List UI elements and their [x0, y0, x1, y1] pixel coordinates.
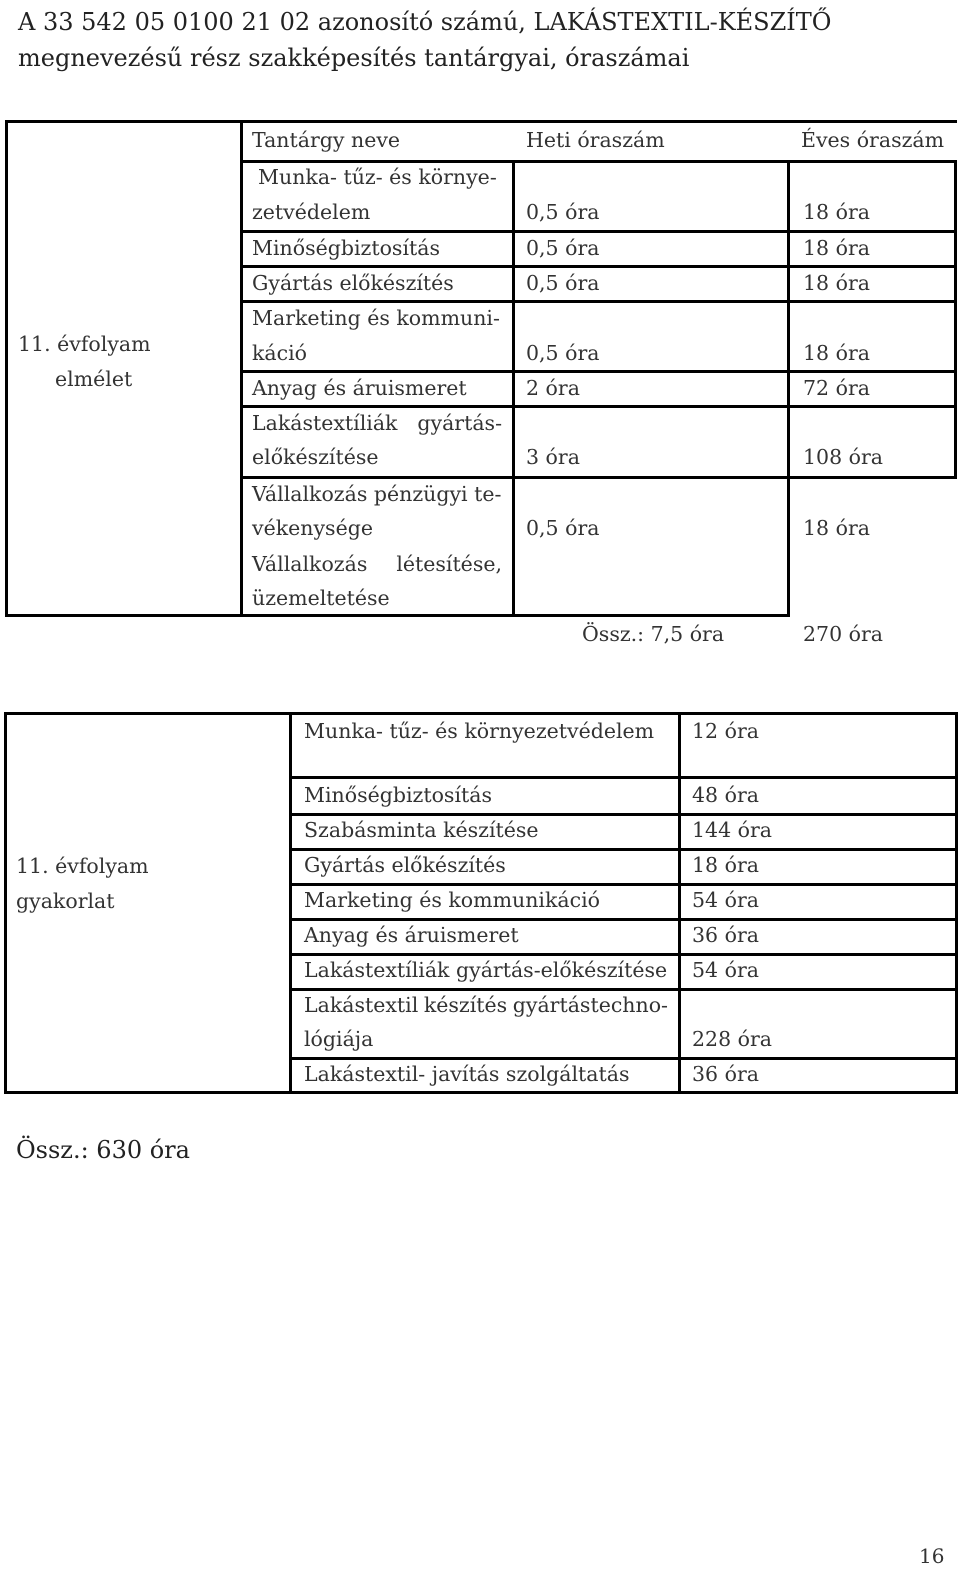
column-divider: [787, 160, 790, 617]
subject-name-part: gyártás-: [417, 411, 502, 435]
row-divider: [240, 370, 957, 373]
subject-name: Marketing és kommunikáció: [304, 888, 600, 912]
row-divider: [240, 265, 957, 268]
column-divider: [678, 712, 681, 1094]
row-divider: [240, 230, 957, 233]
subject-name: Minőségbiztosítás: [304, 783, 492, 807]
row-divider: [289, 813, 958, 816]
subject-name-part: létesítése,: [396, 552, 502, 576]
yearly-hours: 72 óra: [803, 376, 870, 400]
table-border-right: [955, 712, 958, 1094]
yearly-hours: 108 óra: [803, 445, 884, 469]
subject-name: lógiája: [304, 1027, 374, 1051]
table-border-left: [5, 120, 8, 617]
row-divider: [240, 160, 957, 163]
subject-name: Gyártás előkészítés: [304, 853, 506, 877]
subject-name-part: gyártástechno-: [512, 993, 668, 1017]
weekly-hours: 0,5 óra: [526, 341, 600, 365]
yearly-hours: 18 óra: [803, 341, 870, 365]
subject-hours: 36 óra: [692, 1062, 759, 1086]
subject-name: előkészítése: [252, 445, 379, 469]
subject-hours: 54 óra: [692, 888, 759, 912]
subject-name-part: készítés: [423, 993, 508, 1017]
subject-hours: 36 óra: [692, 923, 759, 947]
subject-name-part: Vállalkozás: [252, 552, 368, 576]
subject-name: Lakástextíliák gyártás-előkészítése: [304, 958, 668, 982]
subject-name: káció: [252, 341, 308, 365]
row-divider: [289, 988, 958, 991]
yearly-hours: 18 óra: [803, 271, 870, 295]
weekly-hours: 2 óra: [526, 376, 580, 400]
header-subject: Tantárgy neve: [252, 128, 401, 152]
header-yearly: Éves óraszám: [801, 128, 945, 152]
column-divider: [512, 160, 515, 617]
weekly-hours: 0,5 óra: [526, 271, 600, 295]
subject-name-part: Lakástextíliák: [252, 411, 398, 435]
practice-group-label-line2: gyakorlat: [16, 889, 115, 913]
theory-group-label-line2: elmélet: [55, 367, 133, 391]
subject-name: Minőségbiztosítás: [252, 236, 440, 260]
subject-name: Anyag és áruismeret: [252, 376, 467, 400]
weekly-hours: 0,5 óra: [526, 516, 600, 540]
subject-name: zetvédelem: [252, 200, 371, 224]
row-divider: [289, 953, 958, 956]
subject-hours: 228 óra: [692, 1027, 773, 1051]
grand-total: Össz.: 630 óra: [16, 1136, 190, 1164]
document-title: A 33 542 05 0100 21 02 azonosító számú, LAKÁSTEXTIL-KÉSZÍTŐ megnevezésű rész szakképesítés tantárgyai, óraszámai: [18, 8, 832, 72]
subject-hours: 54 óra: [692, 958, 759, 982]
table-border-top: [5, 120, 957, 123]
subject-name: Munka- tűz- és környe-: [258, 165, 497, 189]
subject-name: Anyag és áruismeret: [304, 923, 519, 947]
theory-group-label-line1: 11. évfolyam: [18, 332, 151, 356]
table-border-left: [4, 712, 7, 1094]
row-divider: [289, 1057, 958, 1060]
table-border-top: [4, 712, 958, 715]
row-divider: [240, 476, 957, 479]
subject-name: Szabásminta készítése: [304, 818, 539, 842]
yearly-hours: 18 óra: [803, 236, 870, 260]
column-divider: [240, 120, 243, 617]
subject-name-part: Lakástextil: [304, 993, 419, 1017]
weekly-hours: 3 óra: [526, 445, 580, 469]
subject-name-justified: [252, 551, 502, 577]
subject-name: Lakástextil- javítás szolgáltatás: [304, 1062, 630, 1086]
subject-name: Marketing és kommuni-: [252, 306, 500, 330]
header-weekly: Heti óraszám: [526, 128, 665, 152]
yearly-hours: 18 óra: [803, 200, 870, 224]
subject-name-justified: [252, 410, 502, 436]
subject-hours: 18 óra: [692, 853, 759, 877]
subject-name: Gyártás előkészítés: [252, 271, 454, 295]
weekly-hours: 0,5 óra: [526, 236, 600, 260]
row-divider: [289, 776, 958, 779]
table-border-right: [954, 160, 957, 476]
weekly-hours: 0,5 óra: [526, 200, 600, 224]
row-divider: [289, 883, 958, 886]
subject-name: vékenysége: [252, 516, 373, 540]
row-divider: [289, 848, 958, 851]
subject-name: Munka- tűz- és környezetvédelem: [304, 719, 655, 743]
table-border-bottom: [5, 614, 790, 617]
row-divider: [240, 405, 957, 408]
subject-name: üzemeltetése: [252, 586, 390, 610]
subject-hours: 48 óra: [692, 783, 759, 807]
column-divider: [289, 712, 292, 1094]
practice-group-label-line1: 11. évfolyam: [16, 854, 149, 878]
page-number: 16: [919, 1544, 945, 1568]
theory-total-yearly: 270 óra: [803, 622, 884, 646]
theory-total-weekly: Össz.: 7,5 óra: [582, 622, 725, 646]
table-border-bottom: [4, 1091, 958, 1094]
subject-hours: 12 óra: [692, 719, 759, 743]
yearly-hours: 18 óra: [803, 516, 870, 540]
subject-hours: 144 óra: [692, 818, 773, 842]
subject-name-justified: [304, 992, 668, 1018]
row-divider: [289, 918, 958, 921]
subject-name: Vállalkozás pénzügyi te-: [252, 482, 502, 506]
row-divider: [240, 300, 957, 303]
